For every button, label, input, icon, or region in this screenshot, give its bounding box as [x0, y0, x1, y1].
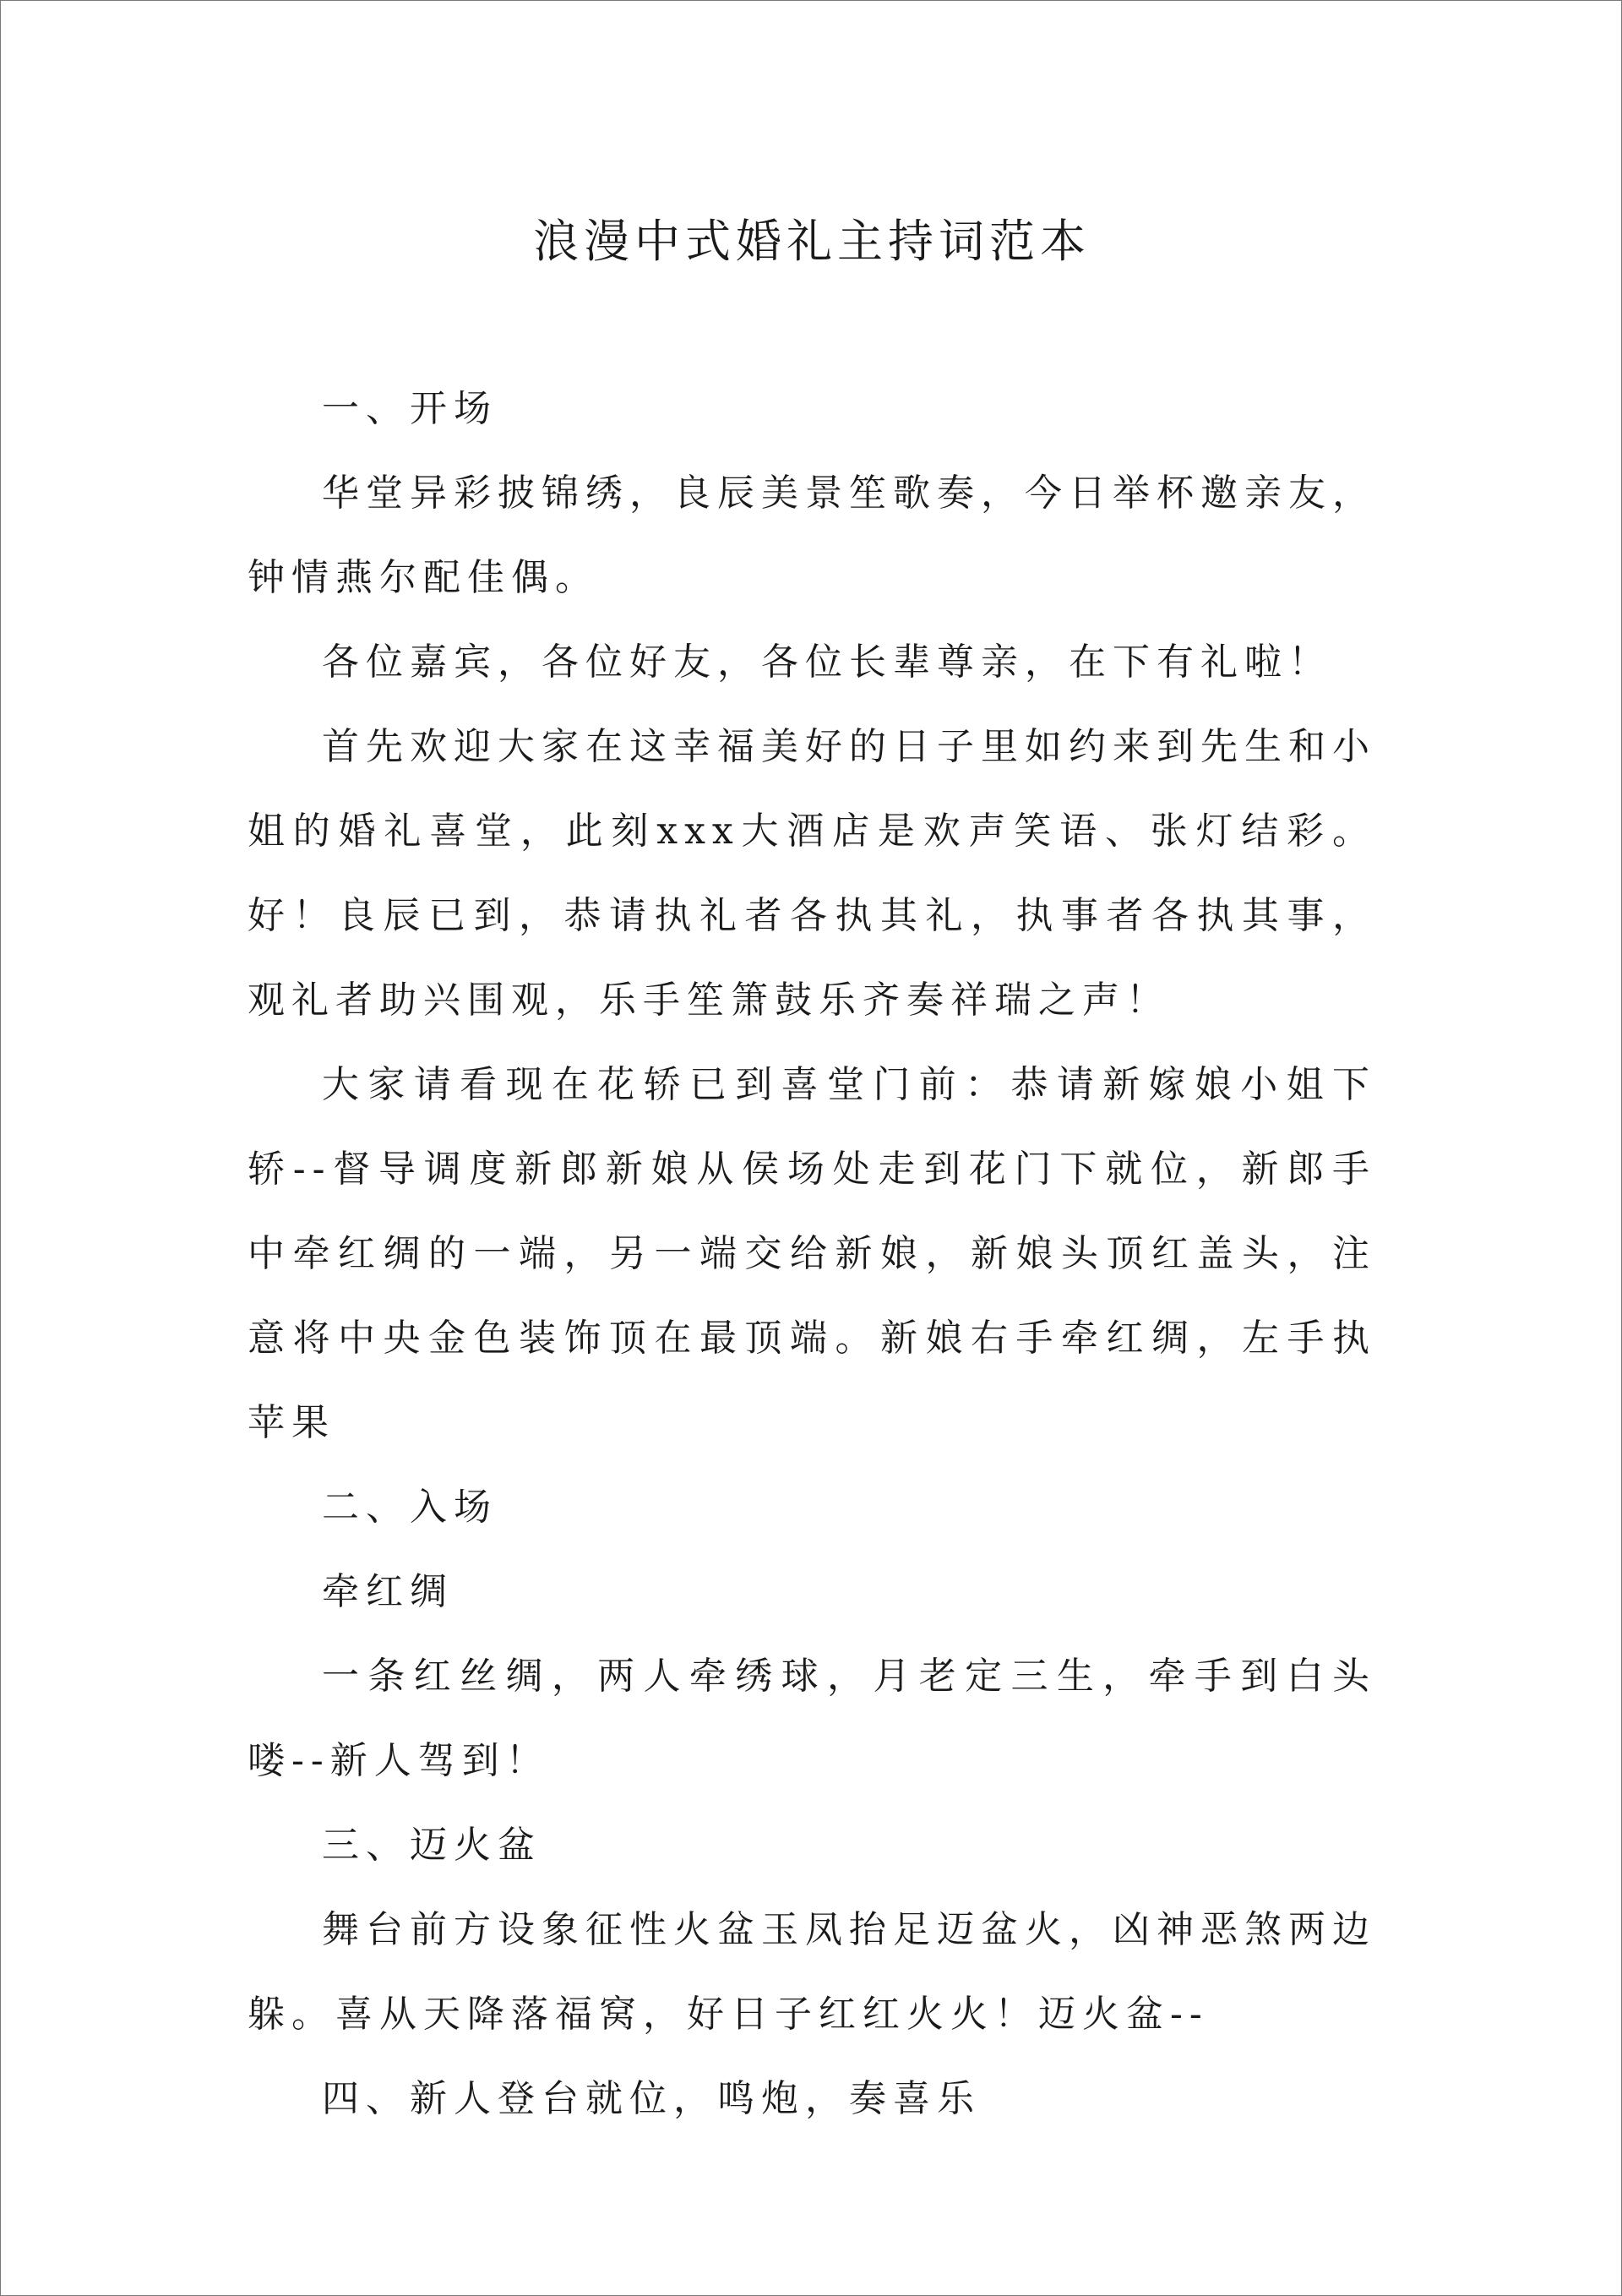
paragraph-opening-verse: 华堂异彩披锦绣，良辰美景笙歌奏，今日举杯邀亲友，钟情燕尔配佳偶。 — [248, 472, 1376, 599]
document-title: 浪漫中式婚礼主持词范本 — [533, 215, 1091, 268]
paragraph-sedan-arrival: 大家请看现在花轿已到喜堂门前：恭请新嫁娘小姐下轿--督导调度新郎新娘从侯场处走到花门下就位，新郎手中牵红绸的一端，另一端交给新娘，新娘头顶红盖头，注意将中央金色装饰顶在最顶端。新娘右手牵红绸，左手执苹果 — [248, 1063, 1376, 1444]
paragraph-red-silk-verse: 一条红丝绸，两人牵绣球，月老定三生，牵手到白头喽--新人驾到！ — [248, 1655, 1376, 1782]
section-heading-entrance: 二、入场 — [322, 1486, 498, 1529]
paragraph-fire-basin: 舞台前方设象征性火盆玉凤抬足迈盆火，凶神恶煞两边躲。喜从天降落福窝，好日子红红火火！迈火盆-- — [248, 1908, 1376, 2036]
section-heading-fire-basin: 三、迈火盆 — [322, 1824, 542, 1867]
section-heading-opening: 一、开场 — [322, 387, 498, 430]
paragraph-welcome: 首先欢迎大家在这幸福美好的日子里如约来到先生和小姐的婚礼喜堂，此刻xxx大酒店是欢声笑语、张灯结彩。好！良辰已到，恭请执礼者各执其礼，执事者各执其事，观礼者助兴围观，乐手笙箫鼓乐齐奏祥瑞之声！ — [248, 725, 1376, 1022]
paragraph-greeting: 各位嘉宾，各位好友，各位长辈尊亲，在下有礼啦！ — [322, 641, 1332, 684]
document-body — [248, 367, 1376, 2141]
subheading-red-silk: 牵红绸 — [322, 1570, 454, 1613]
section-heading-stage: 四、新人登台就位，鸣炮，奏喜乐 — [322, 2077, 981, 2120]
